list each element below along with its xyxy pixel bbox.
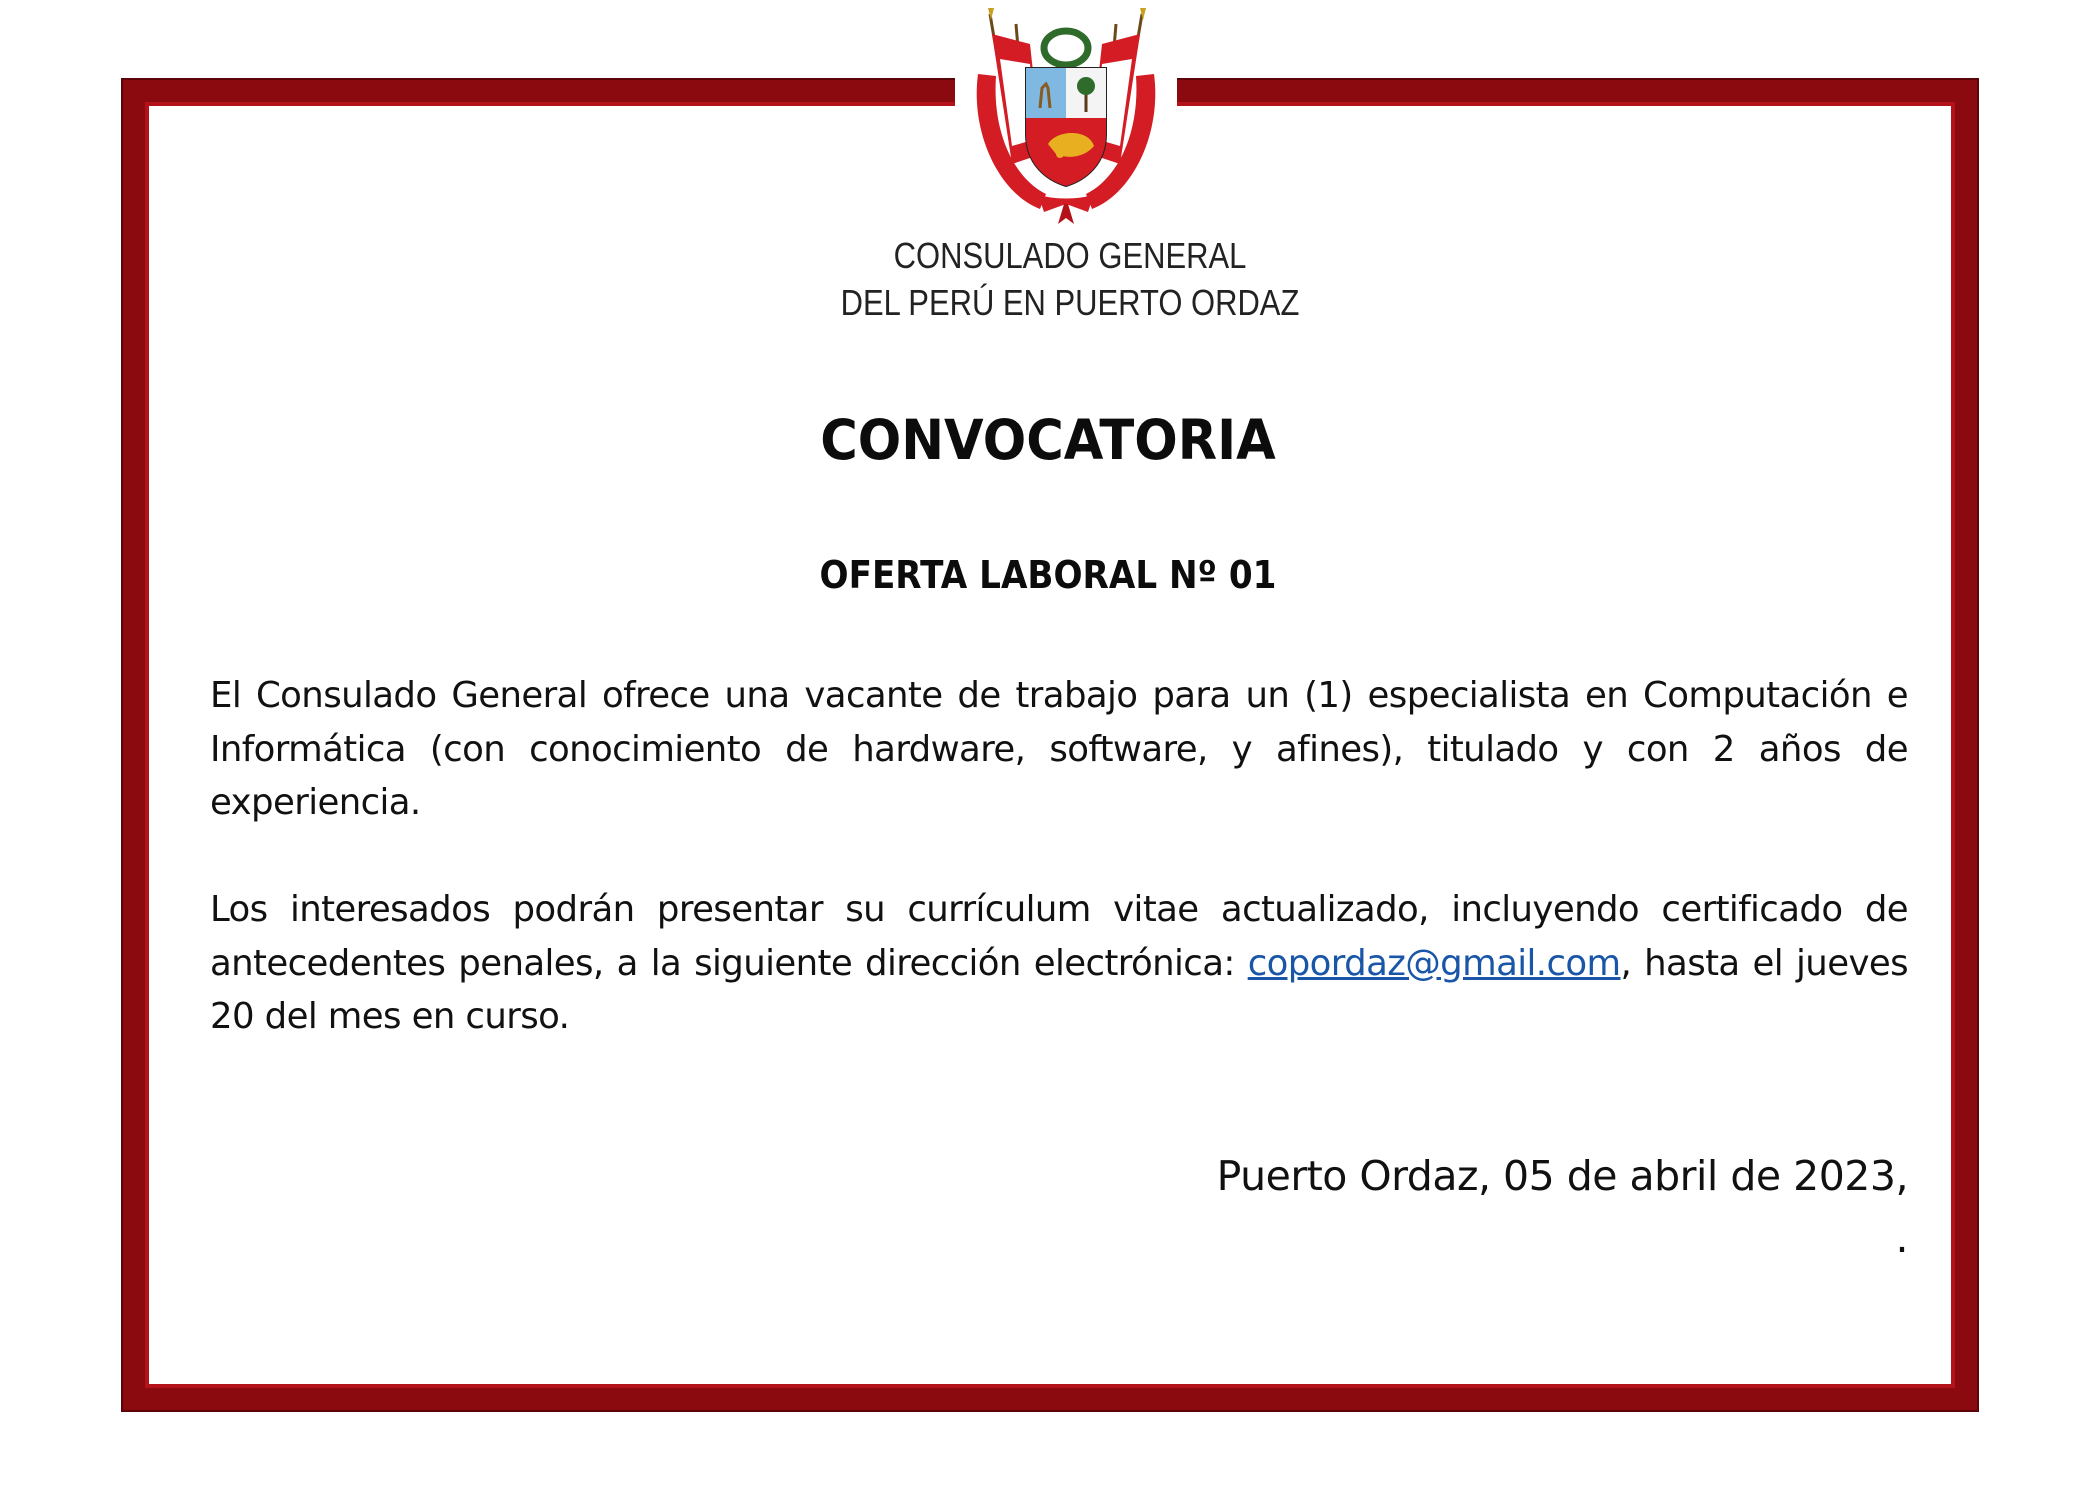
paragraph-text-before: Los interesados podrán presentar su currículum vitae actualizado, incluyendo certificado de antecedentes penales, a la siguiente dirección electrónica: — [210, 889, 1908, 984]
paragraph-vacancy: El Consulado General ofrece una vacante de trabajo para un (1) especialista en Computación e Informática (con conocimiento de hardware, software, y afines), titulado y con 2 años de experiencia. — [210, 675, 1908, 823]
email-link[interactable]: copordaz@gmail.com — [1247, 942, 1621, 984]
consulate-header — [752, 232, 1388, 326]
closing-block — [1217, 1145, 1908, 1269]
closing-dot: . — [1895, 1214, 1908, 1262]
coat-of-arms-icon — [960, 4, 1172, 226]
header-line-2: DEL PERÚ EN PUERTO ORDAZ — [840, 282, 1300, 323]
header-line-1: CONSULADO GENERAL — [893, 235, 1247, 276]
place-date: Puerto Ordaz, 05 de abril de 2023, — [1216, 1152, 1908, 1200]
paragraph-text-after: , hasta el jueves 20 del mes en curso. — [210, 942, 1908, 1037]
paragraph-instructions — [210, 883, 1908, 1044]
page-title: CONVOCATORIA — [820, 408, 1276, 472]
page-subtitle: OFERTA LABORAL Nº 01 — [819, 553, 1277, 597]
